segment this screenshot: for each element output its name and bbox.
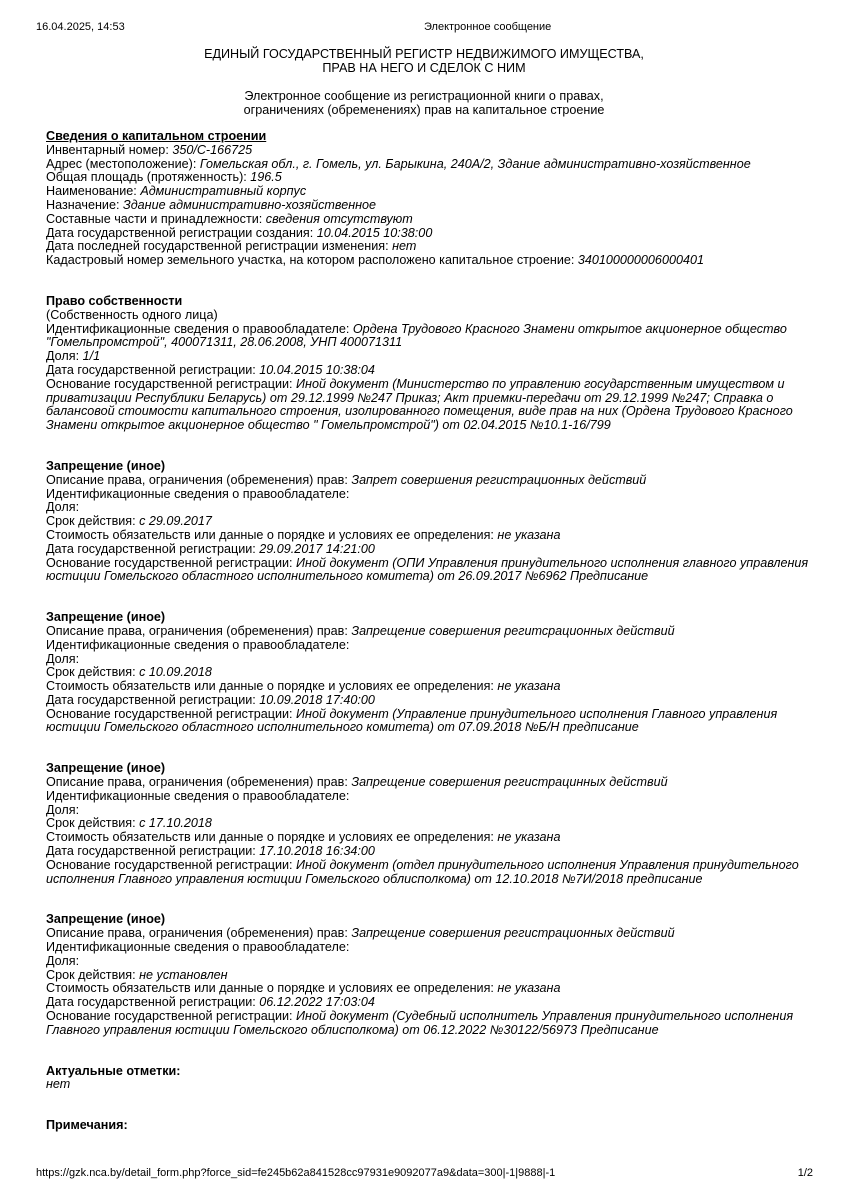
page-number: 1/2	[797, 1167, 813, 1179]
field-label: Наименование:	[46, 184, 137, 199]
ownership-subheading: (Собственность одного лица)	[46, 307, 218, 322]
field-value: не указана	[497, 981, 561, 996]
reg-date-row	[46, 364, 816, 378]
share-row	[46, 350, 816, 364]
basis-row	[46, 859, 816, 887]
field-label: Стоимость обязательств или данные о порядке и условиях ее определения:	[46, 981, 494, 996]
field-value: Запрещение совершения регистрационных действий	[351, 926, 675, 941]
restriction-heading: Запрещение (иное)	[46, 610, 166, 625]
holder-row: Идентификационные сведения о правообладателе:	[46, 637, 350, 652]
field-label: Основание государственной регистрации:	[46, 706, 293, 721]
field-value: нет	[392, 239, 417, 254]
basis-row	[46, 557, 816, 585]
field-value: с 10.09.2018	[139, 665, 212, 680]
share-row: Доля:	[46, 651, 80, 666]
field-label: Описание права, ограничения (обременения) прав:	[46, 775, 348, 790]
holder-row	[46, 323, 816, 351]
field-value: 1/1	[82, 349, 101, 364]
field-value: Гомельская обл., г. Гомель, ул. Барыкина, 240А/2, Здание административно-хозяйственное	[199, 156, 751, 171]
notes-heading: Примечания:	[46, 1118, 128, 1133]
desc-row	[46, 474, 816, 488]
area-row	[46, 171, 816, 185]
field-label: Дата государственной регистрации:	[46, 362, 256, 377]
basis-row	[46, 1010, 816, 1038]
basis-row	[46, 378, 816, 433]
reg-date-row	[46, 996, 816, 1010]
holder-row: Идентификационные сведения о правообладателе:	[46, 940, 350, 955]
restriction-heading: Запрещение (иное)	[46, 761, 166, 776]
changed-row	[46, 240, 816, 254]
field-value: не указана	[497, 527, 561, 542]
document-title	[0, 47, 848, 75]
field-label: Срок действия:	[46, 665, 136, 680]
field-value: не установлен	[139, 967, 228, 982]
field-value: 196.5	[250, 170, 282, 185]
field-label: Основание государственной регистрации:	[46, 555, 293, 570]
field-label: Дата государственной регистрации создания:	[46, 225, 314, 240]
field-value: не указана	[497, 679, 561, 694]
field-value: Иной документ (ОПИ Управления принудительного исполнения главного управления юстиции Гомельского областного исполнительного комитета) от 26.09.2017 №6962 Предписание	[46, 555, 809, 584]
building-heading: Сведения о капитальном строении	[46, 129, 267, 143]
field-label: Описание права, ограничения (обременения) прав:	[46, 623, 348, 638]
holder-row: Идентификационные сведения о правообладателе:	[46, 788, 350, 803]
field-value: не указана	[497, 830, 561, 845]
field-label: Составные части и принадлежности:	[46, 211, 263, 226]
current-marks-section	[46, 1065, 816, 1093]
field-value: Запрещение совершения регитсрационных действий	[351, 623, 675, 638]
field-label: Срок действия:	[46, 967, 136, 982]
field-value: 350/C-166725	[172, 142, 253, 157]
current-marks-heading: Актуальные отметки:	[46, 1063, 181, 1078]
field-label: Стоимость обязательств или данные о порядке и условиях ее определения:	[46, 679, 494, 694]
address-row	[46, 158, 816, 172]
term-row	[46, 666, 816, 680]
field-label: Общая площадь (протяженность):	[46, 170, 247, 185]
field-label: Дата государственной регистрации:	[46, 995, 256, 1010]
reg-date-row	[46, 543, 816, 557]
field-label: Основание государственной регистрации:	[46, 1009, 293, 1024]
field-label: Срок действия:	[46, 816, 136, 831]
restriction-section	[46, 913, 816, 1037]
document-subtitle-line: ограничениях (обременениях) прав на капитальное строение	[243, 103, 605, 117]
name-row	[46, 185, 816, 199]
field-label: Кадастровый номер земельного участка, на котором расположено капитальное строение:	[46, 253, 575, 268]
document-title-line: ЕДИНЫЙ ГОСУДАРСТВЕННЫЙ РЕГИСТР НЕДВИЖИМОГО ИМУЩЕСТВА,	[204, 47, 644, 61]
field-label: Срок действия:	[46, 514, 136, 529]
cost-row	[46, 680, 816, 694]
field-value: Ордена Трудового Красного Знамени открытое акционерное общество "Гомельпромстрой", 400071311, 28.06.2008, УНП 400071311	[46, 321, 787, 350]
print-datetime: 16.04.2025, 14:53	[36, 21, 125, 33]
inventory-row	[46, 144, 816, 158]
share-row: Доля:	[46, 802, 80, 817]
field-label: Описание права, ограничения (обременения) прав:	[46, 926, 348, 941]
print-page-title: Электронное сообщение	[424, 21, 552, 33]
restriction-section	[46, 460, 816, 584]
restriction-heading: Запрещение (иное)	[46, 912, 166, 927]
field-label: Доля:	[46, 349, 80, 364]
field-label: Стоимость обязательств или данные о порядке и условиях ее определения:	[46, 830, 494, 845]
ownership-section	[46, 295, 816, 433]
restriction-section	[46, 611, 816, 735]
document-body	[46, 130, 816, 1133]
field-value: Административный корпус	[140, 184, 307, 199]
desc-row	[46, 625, 816, 639]
field-value: 29.09.2017 14:21:00	[259, 541, 375, 556]
field-label: Назначение:	[46, 197, 120, 212]
field-value: Запрет совершения регистрационных действий	[351, 472, 647, 487]
field-value: Здание административно-хозяйственное	[122, 197, 377, 212]
restriction-section	[46, 762, 816, 886]
cost-row	[46, 529, 816, 543]
cost-row	[46, 831, 816, 845]
cost-row	[46, 982, 816, 996]
field-value: 340100000006000401	[577, 253, 704, 268]
field-value: Иной документ (Судебный исполнитель Управления принудительного исполнения Главного управления юстиции Гомельского облисполкома) от 06.12.2022 №30122/56973 Предписание	[46, 1009, 794, 1037]
notes-section	[46, 1119, 816, 1133]
field-value: 10.04.2015 10:38:00	[316, 225, 433, 240]
field-label: Основание государственной регистрации:	[46, 376, 293, 391]
term-row	[46, 515, 816, 529]
print-url: https://gzk.nca.by/detail_form.php?force_sid=fe245b62a841528cc97931e9092077a9&data=300|-1|9888|-1	[36, 1167, 556, 1179]
field-label: Дата государственной регистрации:	[46, 844, 256, 859]
field-value: 10.04.2015 10:38:04	[259, 362, 375, 377]
field-value: Иной документ (отдел принудительного исполнения Управления принудительного исполнения Главного управления юстиции Гомельского облисполкома) от 12.10.2018 №7И/2018 предписание	[46, 857, 799, 886]
share-row: Доля:	[46, 953, 80, 968]
field-label: Инвентарный номер:	[46, 142, 169, 157]
field-value: Запрещение совершения регистрацинных действий	[351, 775, 668, 790]
field-value: Иной документ (Управление принудительного исполнения Главного управления юстиции Гомельского областного исполнительного комитета) от 07.09.2018 №Б/Н предписание	[46, 706, 778, 735]
document-subtitle	[0, 89, 848, 117]
current-marks-value: нет	[46, 1077, 71, 1092]
field-value: Иной документ (Министерство по управлению государственным имуществом и приватизации Республики Беларусь) от 29.12.1999 №247 Приказ; Акт приемки-передачи от 29.12.1999 №247; Справка о балансовой стоимости капитального строения, изолированного помещения, виде прав на них (Ордена Трудового Красного Знамени открытое акционерное общество " Гомельпромстрой") от 02.04.2015 №10.1-16/799	[46, 376, 793, 433]
desc-row	[46, 776, 816, 790]
field-value: сведения отсутствуют	[265, 211, 413, 226]
restriction-heading: Запрещение (иное)	[46, 458, 166, 473]
ownership-heading: Право собственности	[46, 293, 183, 308]
term-row	[46, 817, 816, 831]
created-row	[46, 227, 816, 241]
field-label: Основание государственной регистрации:	[46, 857, 293, 872]
field-label: Стоимость обязательств или данные о порядке и условиях ее определения:	[46, 527, 494, 542]
field-label: Адрес (местоположение):	[46, 156, 197, 171]
reg-date-row	[46, 845, 816, 859]
document-subtitle-line: Электронное сообщение из регистрационной книги о правах,	[244, 89, 604, 103]
desc-row	[46, 927, 816, 941]
document-title-line: ПРАВ НА НЕГО И СДЕЛОК С НИМ	[322, 61, 526, 75]
field-value: 06.12.2022 17:03:04	[259, 995, 375, 1010]
reg-date-row	[46, 694, 816, 708]
parts-row	[46, 213, 816, 227]
field-label: Дата государственной регистрации:	[46, 692, 256, 707]
field-label: Дата последней государственной регистрации изменения:	[46, 239, 389, 254]
cadastral-row	[46, 254, 816, 268]
field-label: Идентификационные сведения о правообладателе:	[46, 321, 350, 336]
field-value: 10.09.2018 17:40:00	[259, 692, 375, 707]
field-label: Описание права, ограничения (обременения) прав:	[46, 472, 348, 487]
field-value: с 29.09.2017	[139, 514, 212, 529]
building-section	[46, 130, 816, 268]
holder-row: Идентификационные сведения о правообладателе:	[46, 486, 350, 501]
field-value: с 17.10.2018	[139, 816, 212, 831]
purpose-row	[46, 199, 816, 213]
field-value: 17.10.2018 16:34:00	[259, 844, 375, 859]
field-label: Дата государственной регистрации:	[46, 541, 256, 556]
share-row: Доля:	[46, 500, 80, 515]
basis-row	[46, 708, 816, 736]
term-row	[46, 969, 816, 983]
